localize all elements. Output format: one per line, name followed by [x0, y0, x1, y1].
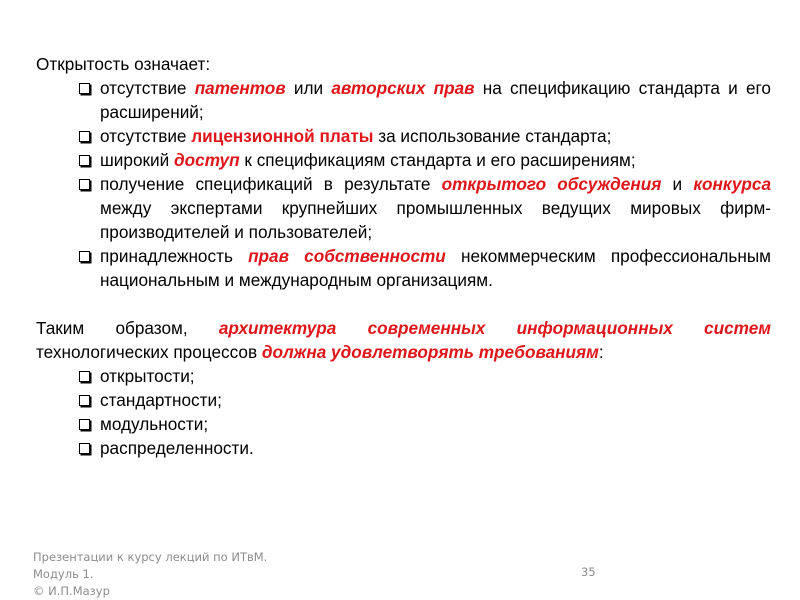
- list-item: [36, 76, 771, 124]
- checkbox-bullet-icon: [79, 251, 90, 262]
- text-segment: между экспертами крупнейших промышленных ведущих мировых фирм-производителей и пользователей;: [100, 198, 771, 242]
- footer-line-author: © И.П.Мазур: [33, 584, 110, 598]
- requirement-text: распределенности.: [100, 438, 254, 458]
- checkbox-bullet-icon: [79, 419, 90, 430]
- highlighted-term: собственности: [304, 246, 446, 266]
- text-segment: принадлежность: [100, 246, 249, 266]
- text-segment: Таким образом,: [36, 318, 219, 338]
- highlighted-term: авторских прав: [331, 78, 475, 98]
- checkbox-bullet-icon: [79, 83, 90, 94]
- text-segment: [289, 246, 304, 266]
- list-item: [36, 388, 771, 412]
- checkbox-bullet-icon: [79, 179, 90, 190]
- text-segment: некоммерческим профессиональным национальным и международным организациям.: [100, 246, 771, 290]
- list-item: [36, 148, 771, 172]
- conclusion-paragraph: [36, 316, 771, 364]
- text-segment: или: [285, 78, 332, 98]
- requirement-text: модульности;: [100, 414, 209, 434]
- list-item: [36, 124, 771, 148]
- highlighted-term: лицензионной платы: [191, 126, 374, 146]
- checkbox-bullet-icon: [79, 155, 90, 166]
- text-segment: к спецификациям стандарта и его расширениям;: [239, 150, 636, 170]
- checkbox-bullet-icon: [79, 131, 90, 142]
- list-item: [36, 364, 771, 388]
- footer-line-module: Модуль 1.: [33, 567, 94, 581]
- highlighted-term: конкурса: [693, 174, 772, 194]
- requirement-text: открытости;: [100, 366, 195, 386]
- page-number: 35: [581, 565, 596, 579]
- footer: [33, 549, 267, 600]
- text-segment: технологических процессов: [36, 342, 262, 362]
- highlighted-term: прав: [248, 246, 290, 266]
- checkbox-bullet-icon: [79, 395, 90, 406]
- footer-line-course: Презентации к курсу лекций по ИТвМ.: [33, 550, 268, 564]
- highlighted-term: патентов: [194, 78, 286, 98]
- list-item: [36, 244, 771, 292]
- checkbox-bullet-icon: [79, 371, 90, 382]
- text-segment: :: [598, 342, 604, 362]
- checkbox-bullet-icon: [79, 443, 90, 454]
- intro-text: Открытость означает:: [36, 54, 211, 74]
- openness-criteria-list: [36, 76, 771, 292]
- list-item: [36, 436, 771, 460]
- list-item: [36, 412, 771, 436]
- highlighted-term: доступ: [174, 150, 240, 170]
- text-segment: широкий: [100, 150, 175, 170]
- text-segment: на спецификацию стандарта и его расширений;: [100, 78, 771, 122]
- requirements-list: [36, 364, 771, 460]
- slide-content: [36, 52, 771, 460]
- highlighted-term: архитектура современных информационных систем: [218, 318, 771, 338]
- requirement-text: стандартности;: [100, 390, 222, 410]
- highlighted-term: должна удовлетворять требованиям: [261, 342, 599, 362]
- text-segment: отсутствие: [100, 126, 192, 146]
- text-segment: получение спецификаций в результате: [100, 174, 442, 194]
- text-segment: за использование стандарта;: [373, 126, 612, 146]
- list-item: [36, 172, 771, 244]
- text-segment: отсутствие: [100, 78, 195, 98]
- text-segment: и: [661, 174, 694, 194]
- highlighted-term: открытого обсуждения: [441, 174, 662, 194]
